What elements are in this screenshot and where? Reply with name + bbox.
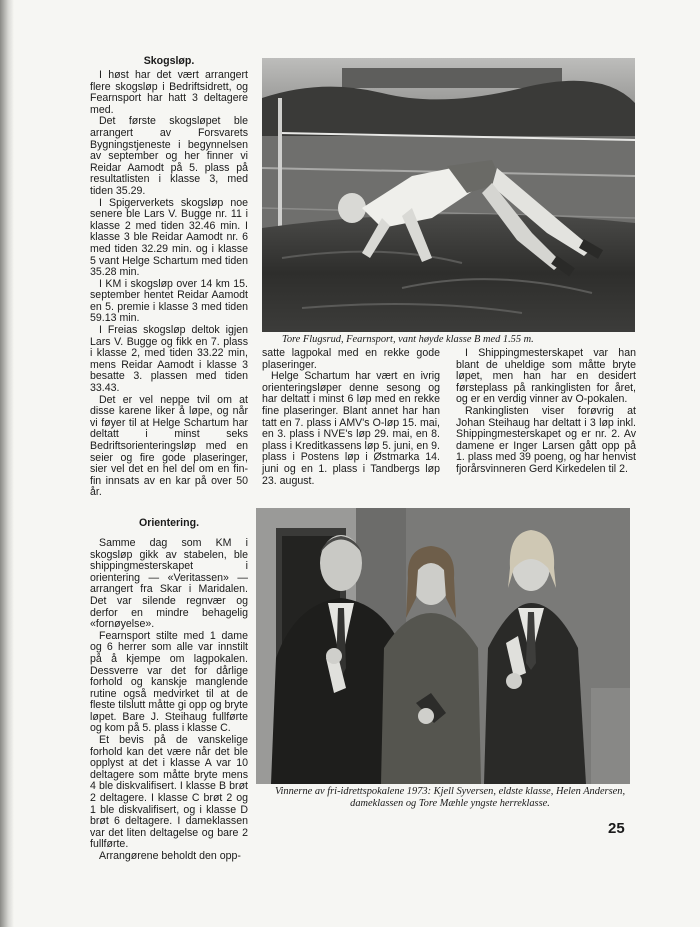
paragraph: I Freias skogsløp deltok igjen Lars V. Bugge og fikk en 7. plass i klasse 2, med tiden 33.22 min, mens Reidar Aamodt i klasse 3 besatte 3. plassen med tiden 33.43. bbox=[90, 324, 248, 395]
photo-trophy-winners bbox=[256, 508, 630, 784]
paragraph: Helge Schartum har vært en ivrig orienteringsløper denne sesong og har deltatt i minst 6 løp med en rekke fine plaseringer. Blant annet har han tatt en 7. plass i AMV's O-løp 15. mai, en 3. plass i NVE's løp 29. mai, en 8. plass i Kreditkassens løp 5. juni, en 9. plass i Postens løp i Østmarka 14. juni og en 1. plass i Tandbergs løp 23. august. bbox=[262, 370, 440, 487]
paragraph: Arrangørene beholdt den opp- bbox=[99, 850, 241, 862]
paragraph: Fearnsport stilte med 1 dame og 6 herrer som alle var innstilt på å kjempe om lagpokalen. Dessverre var det for dårlige forhold og kanskje manglende rutine også medvirket til at de fleste tilslutt måtte gi opp og bryte løpet. Bare J. Steihaug fullførte og kom på 5. plass i klasse C. bbox=[90, 629, 248, 735]
column-3 bbox=[456, 348, 636, 476]
column-2 bbox=[262, 348, 440, 487]
page-number: 25 bbox=[608, 820, 625, 837]
paragraph: Samme dag som KM i skogsløp gikk av stabelen, ble shippingmesterskapet i orientering — «Veritassen» — arrangert fra Skar i Maridalen. Det var silende regnvær og derfor en mindre behagelig «fornøyelse». bbox=[90, 536, 248, 631]
heading-orientering: Orientering. bbox=[138, 516, 200, 529]
photo-high-jump bbox=[262, 58, 635, 332]
paragraph: Det første skogsløpet ble arrangert av Forsvarets Bygningstjeneste i begynnelsen av september og her finner vi Reidar Aamodt på 5. plass på resultatlisten i klasse 3, med tiden 35.29. bbox=[90, 115, 248, 197]
photo-caption: Vinnerne av fri-idrettspokalene 1973: Kjell Syversen, eldste klasse, Helen Andersen, dameklassen og Tore Mæhle yngste herreklasse. bbox=[274, 786, 626, 809]
paragraph: I Spigerverkets skogsløp noe senere ble Lars V. Bugge nr. 11 i klasse 2 med tiden 32.46 min. I klasse 3 ble Reidar Aamodt nr. 6 med tiden 32.29 min. og i klasse 5 vant Helge Schartum med tiden 35.28 min. bbox=[90, 196, 248, 279]
page-spine-shadow bbox=[0, 0, 14, 927]
paragraph: satte lagpokal med en rekke gode plaseringer. bbox=[262, 347, 440, 371]
paragraph: Det er vel neppe tvil om at disse karene liker å løpe, og når vi føyer til at Helge Schartum har deltatt i minst seks Bedriftsorienteringsløp med en seier og fire gode plaseringer, sier vel det en hel del om en fin-fin innsats av en kar på over 50 år. bbox=[90, 393, 248, 499]
paragraph: I høst har det vært arrangert flere skogsløp i Bedriftsidrett, og Fearnsport har hatt 3 deltagere med. bbox=[90, 69, 248, 116]
photo-caption: Tore Flugsrud, Fearnsport, vant høyde klasse B med 1.55 m. bbox=[282, 334, 534, 345]
heading-skogslop: Skogsløp. bbox=[143, 55, 195, 67]
paragraph: I KM i skogsløp over 14 km 15. september hentet Reidar Aamodt en 5. premie i klasse 3 med tiden 59.13 min. bbox=[90, 277, 248, 325]
paragraph: Et bevis på de vanskelige forhold kan det være når det ble opplyst at det i klasse A var 10 deltagere som måtte bryte mens 4 ble diskvalifisert. I klasse B brøt 2 deltagere. I klasse C brøt 2 og 1 ble diskvalifisert, og i klasse D brøt 6 deltagere. I dameklassen var det liten deltagelse og bare 2 fullførte. bbox=[90, 734, 248, 851]
paragraph: I Shippingmesterskapet var han blant de uheldige som måtte bryte løpet, men han har en desidert førsteplass på rankinglisten for året, og er en verdig vinner av O-pokalen. bbox=[456, 347, 636, 406]
paragraph: Rankinglisten viser forøvrig at Johan Steihaug har deltatt i 3 løp inkl. Shippingmesterskapet og er nr. 2. Av damene er Inger Larsen gått opp på 1. plass med 39 poeng, og har henvist fjorårsvinneren Gerd Kirkedelen til 2. bbox=[456, 404, 636, 475]
column-1 bbox=[90, 55, 248, 863]
